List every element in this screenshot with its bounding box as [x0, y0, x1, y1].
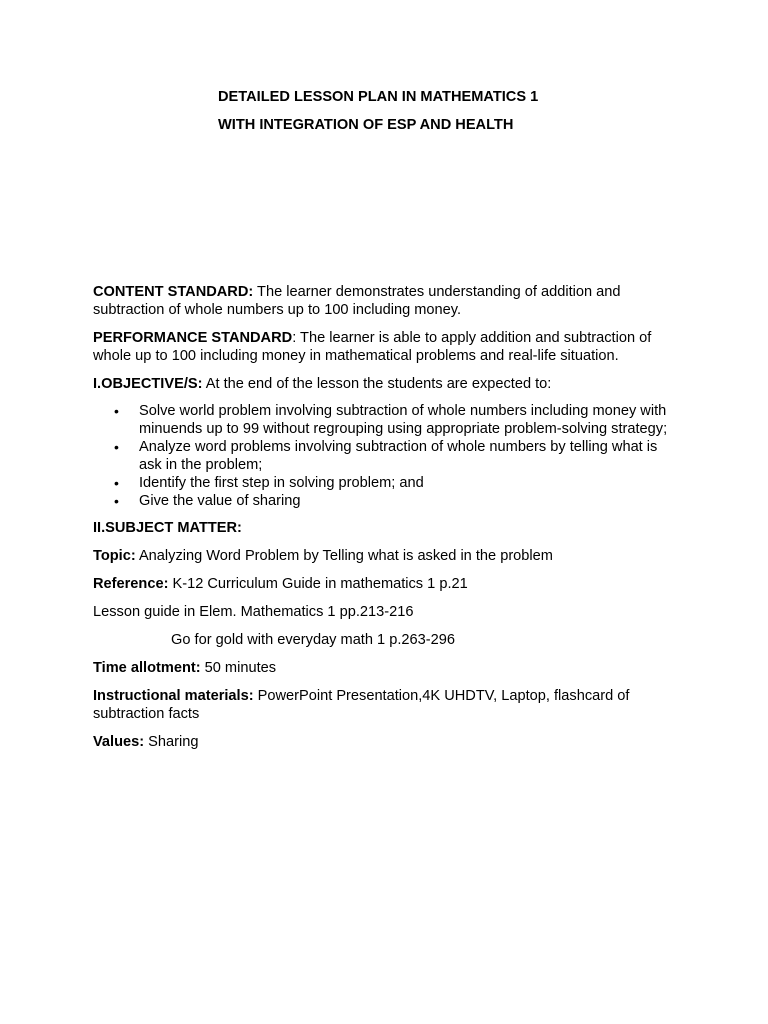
time-allotment-row — [93, 659, 683, 677]
performance-standard-label: PERFORMANCE STANDARD — [93, 330, 293, 346]
time-allotment-label: Time allotment: — [93, 660, 201, 676]
objectives-heading — [93, 375, 683, 393]
reference-row — [93, 575, 683, 593]
performance-standard — [93, 329, 683, 365]
list-item — [93, 474, 683, 492]
content-standard — [93, 283, 683, 319]
materials-label: Instructional materials: — [93, 688, 254, 704]
objective-text: Solve world problem involving subtraction of whole numbers including money with minuends up to 99 without regrouping using appropriate problem-solving strategy; — [139, 403, 668, 437]
content-standard-text: The learner demonstrates understanding of addition and subtraction of whole numbers up to 100 including money. — [93, 284, 621, 318]
values-label: Values: — [93, 734, 145, 750]
values-row — [93, 733, 683, 751]
reference-text: K-12 Curriculum Guide in mathematics 1 p.21 — [168, 576, 468, 592]
materials-row — [93, 687, 683, 723]
bullet-icon: • — [114, 439, 119, 455]
objective-text: Identify the first step in solving problem; and — [139, 475, 424, 491]
objectives-label: I.OBJECTIVE/S: — [93, 376, 203, 392]
objective-text: Give the value of sharing — [139, 493, 301, 509]
objectives-list — [93, 402, 683, 510]
document-body — [93, 283, 683, 761]
objective-text: Analyze word problems involving subtraction of whole numbers by telling what is ask in the problem; — [139, 439, 658, 473]
list-item — [93, 492, 683, 510]
subject-matter-heading: II.SUBJECT MATTER: — [93, 520, 242, 536]
reference-label: Reference: — [93, 576, 169, 592]
document-title: DETAILED LESSON PLAN IN MATHEMATICS 1 — [218, 89, 539, 105]
bullet-icon: • — [114, 493, 119, 509]
list-item — [93, 438, 683, 474]
materials-text: PowerPoint Presentation,4K UHDTV, Laptop, flashcard of subtraction facts — [93, 688, 630, 722]
time-allotment-text: 50 minutes — [200, 660, 277, 676]
objectives-intro: At the end of the lesson the students are expected to: — [202, 376, 552, 392]
bullet-icon: • — [114, 475, 119, 491]
values-text: Sharing — [144, 734, 199, 750]
topic-text: Analyzing Word Problem by Telling what is asked in the problem — [135, 548, 553, 564]
topic-label: Topic: — [93, 548, 136, 564]
bullet-icon: • — [114, 403, 119, 419]
document-subtitle: WITH INTEGRATION OF ESP AND HEALTH — [218, 117, 514, 133]
content-standard-label: CONTENT STANDARD: — [93, 284, 254, 300]
reference-extra-1: Lesson guide in Elem. Mathematics 1 pp.213-216 — [93, 604, 414, 620]
list-item — [93, 402, 683, 438]
performance-standard-text: : The learner is able to apply addition and subtraction of whole up to 100 including money in mathematical problems and real-life situation. — [93, 330, 652, 364]
reference-extra-2: Go for gold with everyday math 1 p.263-296 — [171, 632, 455, 648]
topic-row — [93, 547, 683, 565]
